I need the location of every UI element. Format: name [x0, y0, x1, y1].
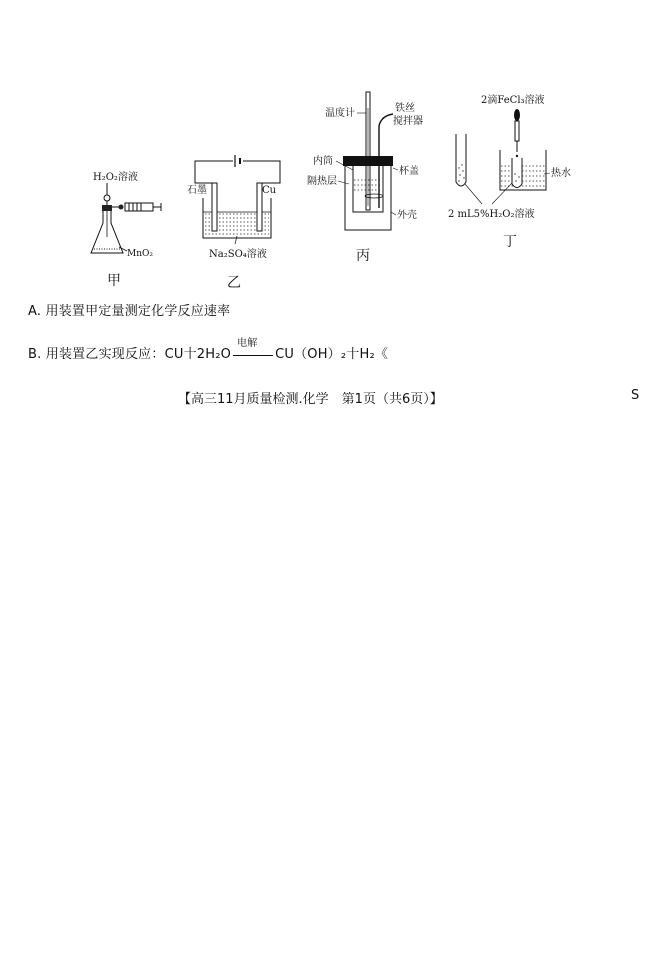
label-iron-wire: 铁丝 [395, 103, 415, 114]
figure-jia [85, 165, 165, 265]
label-hot-water: 热水 [551, 168, 571, 179]
page-footer: 【高三11月质量检测.化学 第1页（共6页）】 [178, 392, 443, 407]
cu-electrode [257, 183, 262, 231]
electrolysis-arrow [233, 338, 273, 362]
beaker-hot-water [500, 150, 546, 190]
label-thermometer: 温度计 [325, 108, 355, 119]
label-outer-shell: 外壳 [397, 210, 417, 221]
label-lid: 杯盖 [399, 166, 419, 177]
label-na2so4-solution: Na₂SO₄溶液 [209, 249, 267, 260]
label-cu: Cu [262, 185, 277, 196]
label-inner-cylinder: 内筒 [313, 156, 333, 167]
footer-side-mark: S [631, 388, 640, 403]
caption-yi: 乙 [227, 275, 241, 291]
option-a: A. 用装置甲定量测定化学反应速率 [28, 304, 231, 319]
test-tube-right [512, 158, 522, 188]
option-b [28, 338, 389, 362]
label-mno2: MnO₂ [127, 249, 153, 259]
label-h2o2-5pct: 2 mL5%H₂O₂溶液 [448, 209, 535, 220]
label-graphite: 石墨 [187, 185, 207, 196]
stopcock-icon [104, 195, 110, 201]
dropper-bulb [514, 109, 520, 121]
label-stirrer: 搅拌器 [393, 116, 423, 127]
label-h2o2-solution: H₂O₂溶液 [93, 172, 138, 183]
caption-jia: 甲 [107, 273, 121, 289]
cup-lid [343, 156, 393, 166]
electrolysis-condition: 电解 [237, 338, 258, 349]
label-fecl3: 2滴FeCl₃溶液 [481, 95, 545, 106]
figure-ding [448, 88, 588, 228]
caption-ding: 丁 [503, 234, 517, 250]
option-b-prefix: B. 用装置乙实现反应：CU十2H₂O [28, 347, 232, 362]
figure-bing [305, 88, 435, 238]
caption-bing: 丙 [356, 248, 370, 264]
label-insulation: 隔热层 [307, 176, 337, 187]
option-b-suffix: CU（OH）₂十H₂《 [275, 347, 389, 362]
figure-yi [185, 148, 290, 266]
graphite-electrode [212, 183, 217, 231]
